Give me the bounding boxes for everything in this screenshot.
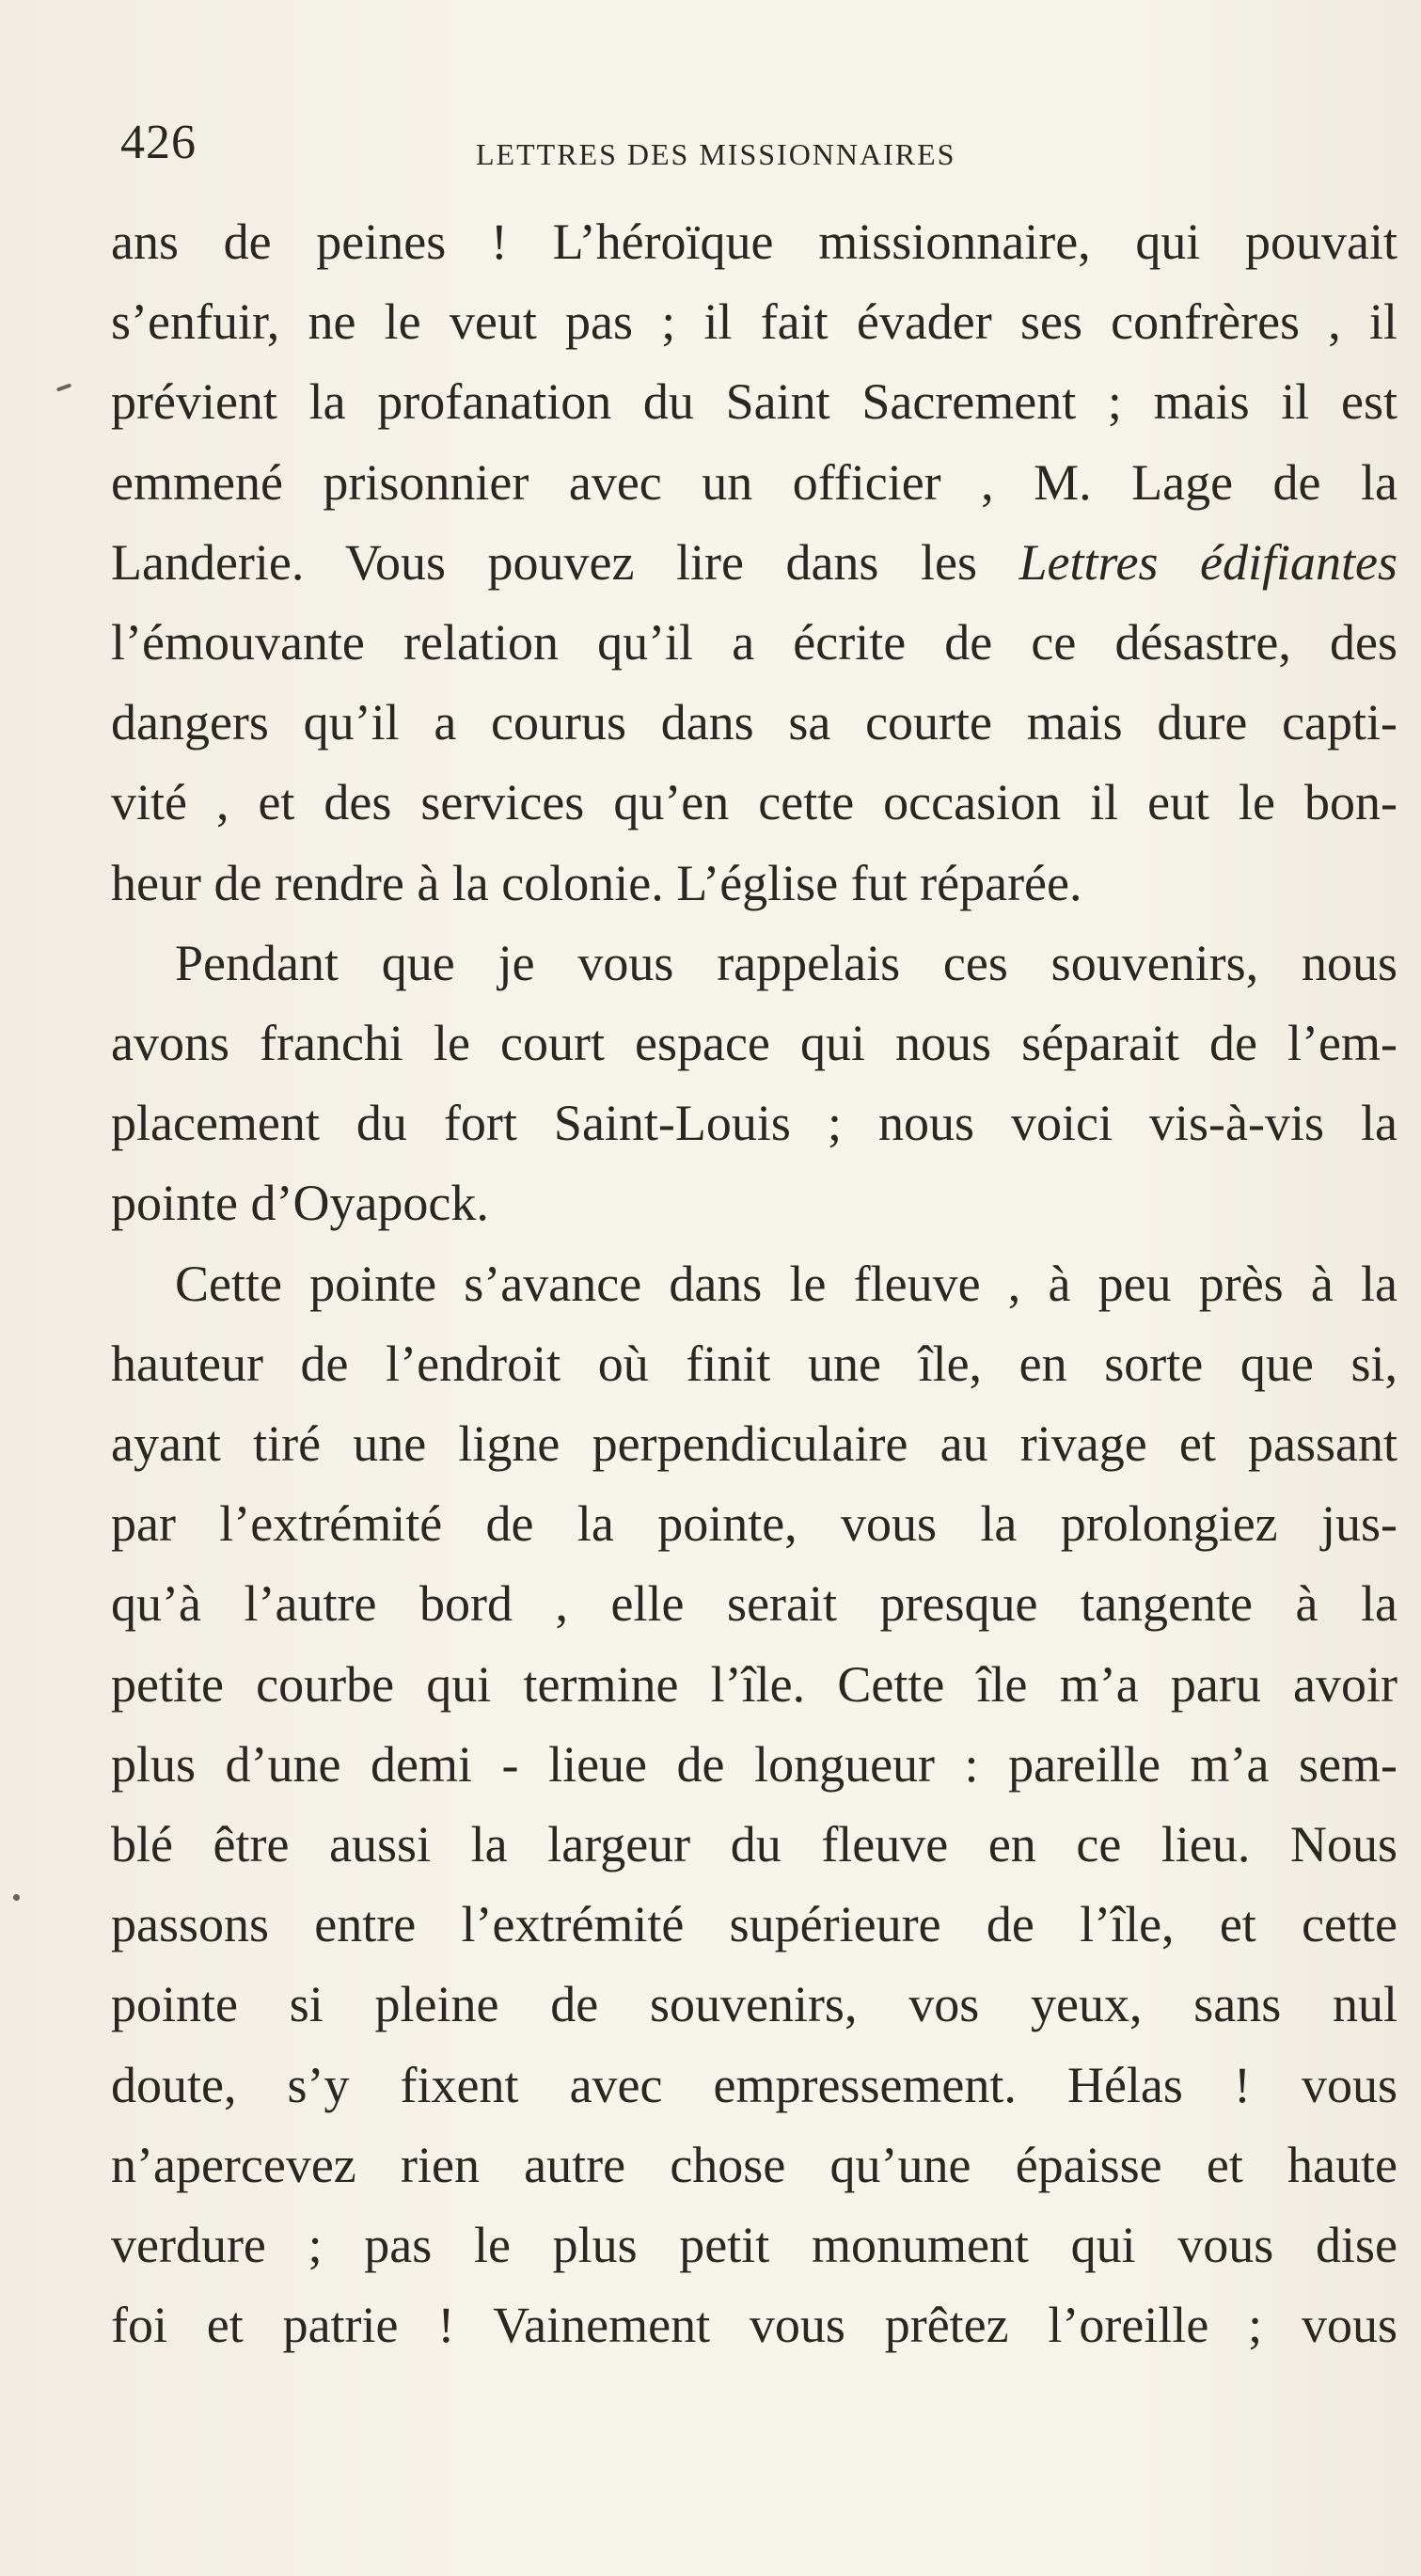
text-line: dangers qu’il a courus dans sa courte mais dure capti- <box>111 694 1397 751</box>
text-line: pointe d’Oyapock. <box>111 1175 489 1232</box>
text-line: doute, s’y fixent avec empressement. Hélas ! vous <box>111 2056 1397 2113</box>
text-line: n’apercevez rien autre chose qu’une épaisse et haute <box>111 2136 1397 2193</box>
text-line: pointe si pleine de souvenirs, vos yeux, sans nul <box>111 1976 1397 2033</box>
text-line: plus d’une demi - lieue de longueur : pareille m’a sem- <box>111 1735 1397 1793</box>
text-line: Cette pointe s’avance dans le fleuve , à peu près à la <box>175 1255 1397 1312</box>
text-line: qu’à l’autre bord , elle serait presque tangente à la <box>111 1575 1397 1633</box>
text-line: vité , et des services qu’en cette occasion il eut le bon- <box>111 774 1397 831</box>
text-line: l’émouvante relation qu’il a écrite de ce désastre, des <box>111 614 1397 672</box>
text-line: s’enfuir, ne le veut pas ; il fait évader ses confrères , il <box>111 293 1397 351</box>
margin-mark <box>56 383 71 391</box>
text-line <box>111 523 1397 603</box>
margin-mark <box>13 1894 20 1901</box>
text-line: petite courbe qui termine l’île. Cette île m’a paru avoir <box>111 1655 1397 1713</box>
text-line: Pendant que je vous rappelais ces souvenirs, nous <box>175 934 1397 991</box>
text-line: ans de peines ! L’héroïque missionnaire, qui pouvait <box>111 213 1397 270</box>
running-head: LETTRES DES MISSIONNAIRES <box>476 137 956 171</box>
text-line: prévient la profanation du Saint Sacrement ; mais il est <box>111 373 1397 431</box>
text-line: verdure ; pas le plus petit monument qui vous dise <box>111 2217 1397 2274</box>
paragraph <box>111 924 1397 1244</box>
text-line: foi et patrie ! Vainement vous prêtez l’oreille ; vous <box>111 2297 1397 2354</box>
text-line: placement du fort Saint-Louis ; nous voici vis-à-vis la <box>111 1095 1397 1152</box>
text-line: heur de rendre à la colonie. L’église fut réparée. <box>111 854 1082 911</box>
text-line: hauteur de l’endroit où finit une île, en sorte que si, <box>111 1335 1397 1392</box>
text-line: blé être aussi la largeur du fleuve en ce lieu. Nous <box>111 1816 1397 1873</box>
text-line: emmené prisonnier avec un officier , M. Lage de la <box>111 453 1397 511</box>
text-line: par l’extrémité de la pointe, vous la prolongiez jus- <box>111 1495 1397 1553</box>
paragraph <box>111 202 1397 924</box>
book-title-italic: Lettres édifiantes <box>1018 533 1397 591</box>
text-line: passons entre l’extrémité supérieure de l’île, et cette <box>111 1896 1397 1953</box>
text-line: avons franchi le court espace qui nous séparait de l’em- <box>111 1015 1397 1072</box>
page-number: 426 <box>120 116 197 169</box>
text-line: ayant tiré une ligne perpendiculaire au rivage et passant <box>111 1415 1397 1473</box>
text-run: Landerie. Vous pouvez lire dans les <box>111 533 1019 591</box>
paragraph <box>111 1244 1397 2366</box>
body-text <box>111 202 1397 2365</box>
